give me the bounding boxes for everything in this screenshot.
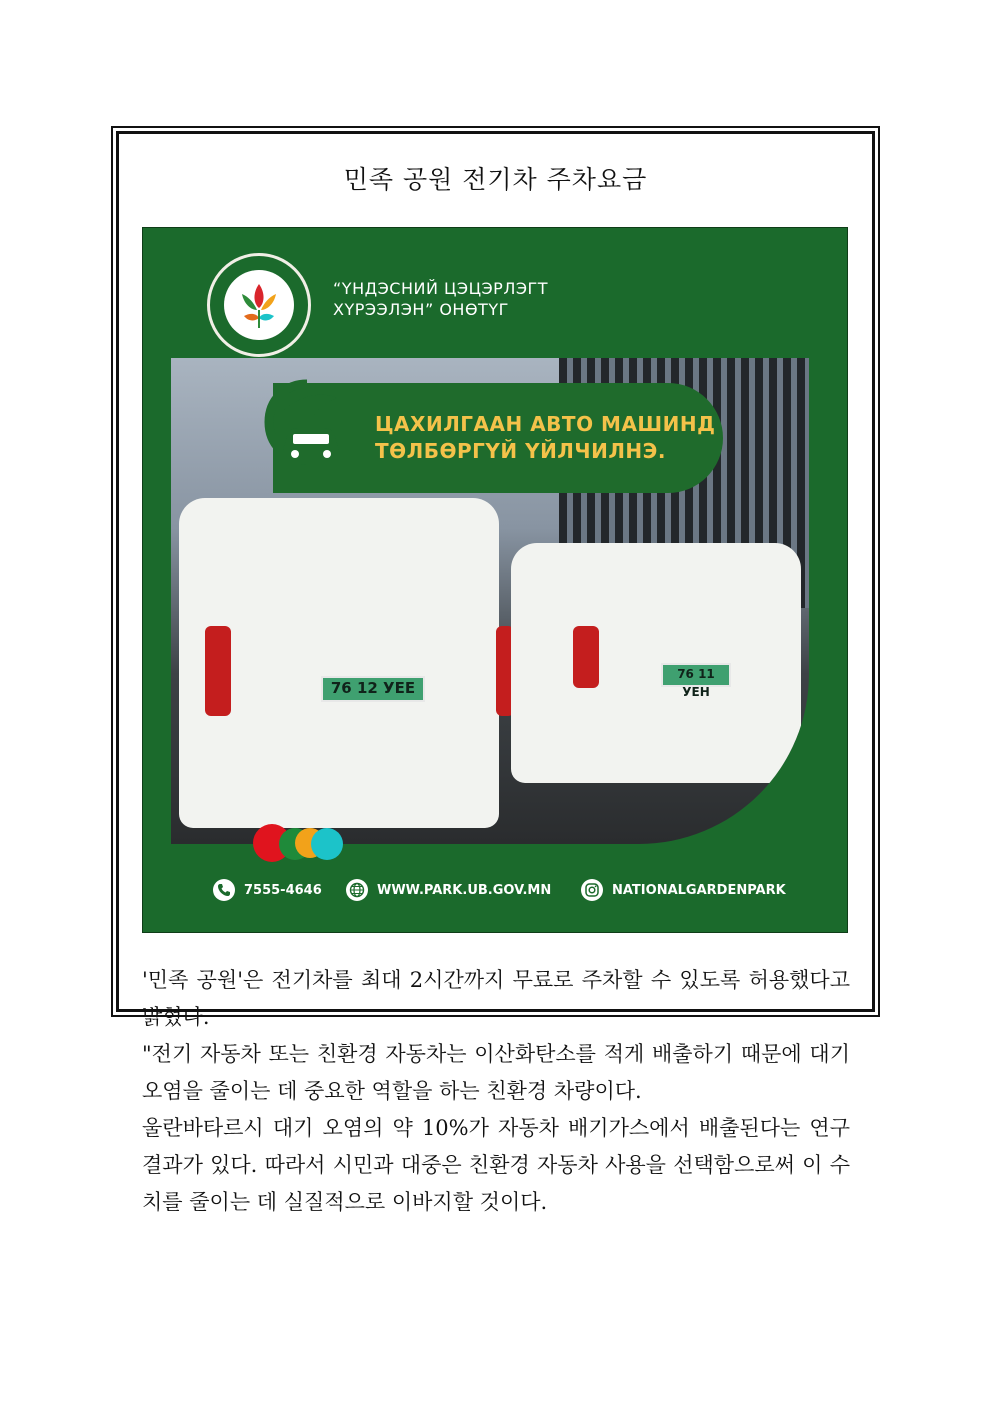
contact-website: WWW.PARK.UB.GOV.MN [346, 879, 551, 901]
contact-instagram: NATIONALGARDENPARK [581, 879, 786, 901]
van-right [511, 543, 801, 783]
plate-right: 76 11 УЕН [661, 663, 731, 687]
poster-image [142, 227, 848, 933]
globe-icon [346, 879, 368, 901]
contact-phone: 7555-4646 [213, 879, 322, 901]
article-body [142, 962, 850, 1221]
plate-left: 76 12 УЕЕ [321, 676, 425, 702]
instagram-icon [581, 879, 603, 901]
decor-dot-cyan [311, 828, 343, 860]
poster-headline: ЦАХИЛГААН АВТО МАШИНД ТӨЛБӨРГҮЙ ҮЙЛЧИЛНЭ. [375, 412, 716, 463]
paragraph: 울란바타르시 대기 오염의 약 10%가 자동차 배기가스에서 배출된다는 연구 결과가 있다. 따라서 시민과 대중은 친환경 자동차 사용을 선택함으로써 이 수치를 줄이는 데 실질적으로 이바지할 것이다. [142, 1116, 850, 1214]
paragraph: '민족 공원'은 전기차를 최대 2시간까지 무료로 주차할 수 있도록 허용했다고 밝혔다. [142, 968, 850, 1029]
phone-icon [213, 879, 235, 901]
organization-name: “ҮНДЭСНИЙ ЦЭЦЭРЛЭГТ ХҮРЭЭЛЭН” ОНӨТҮГ [333, 279, 549, 319]
paragraph: "전기 자동차 또는 친환경 자동차는 이산화탄소를 적게 배출하기 때문에 대기 오염을 줄이는 데 중요한 역할을 하는 친환경 차량이다. [142, 1042, 850, 1103]
eco-car-icon [257, 378, 357, 478]
park-logo [207, 253, 311, 357]
document-title: 민족 공원 전기차 주차요금 [343, 165, 648, 194]
